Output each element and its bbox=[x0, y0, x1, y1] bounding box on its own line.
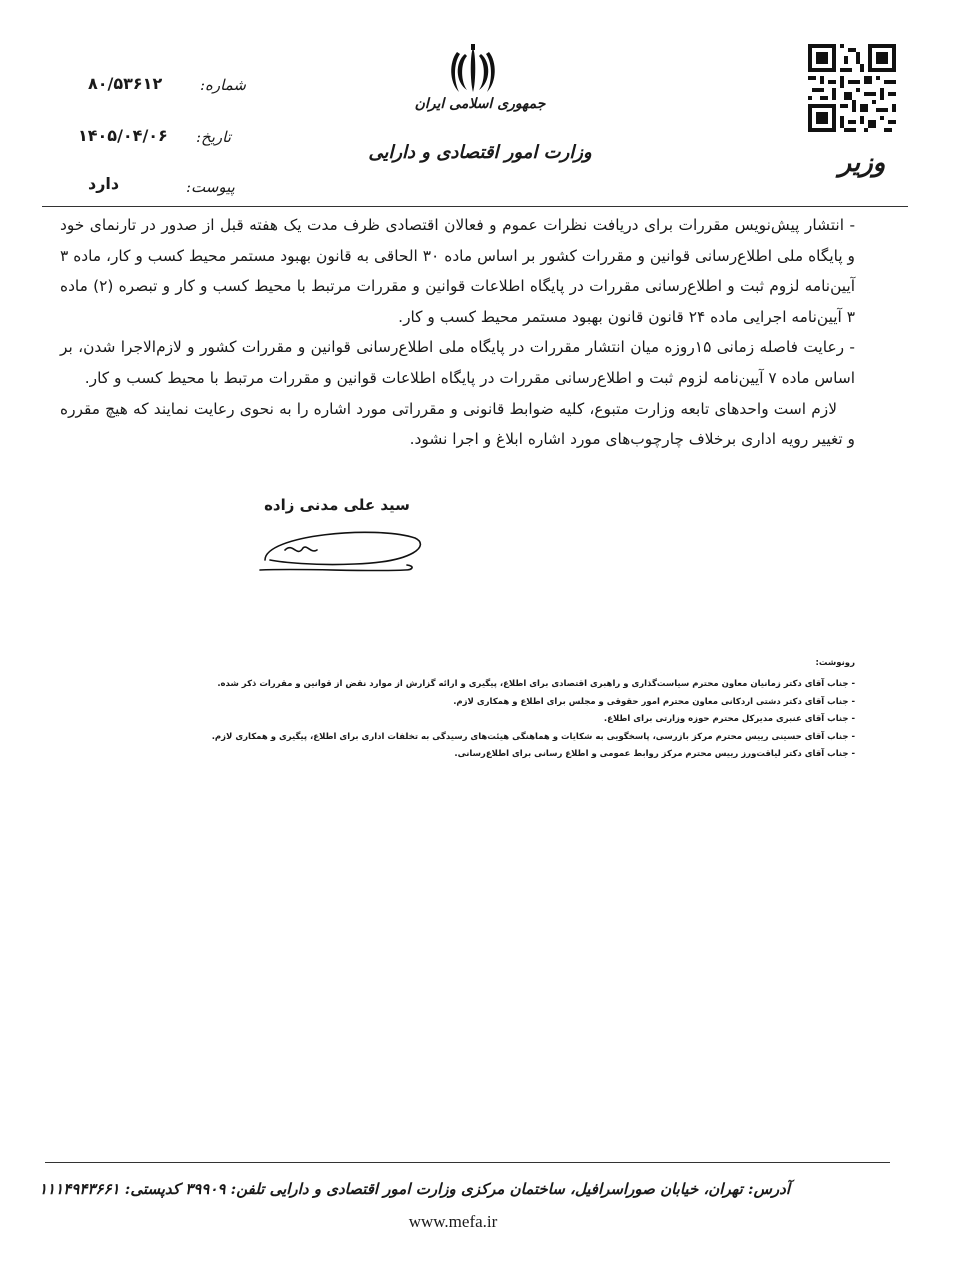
office-title: وزیر bbox=[838, 148, 886, 178]
qr-code-icon bbox=[808, 44, 896, 132]
body-paragraph: - انتشار پیش‌نویس مقررات برای دریافت نظرات عموم و فعالان اقتصادی ظرف مدت یک هفته قبل از صدور در تارنمای خود و پایگاه ملی اطلاع‌رسانی قوانین و مقررات کشور بر اساس ماده ۳۰ الحاقی به قانون بهبود مستمر محیط کسب و کار، ماده ۳ آیین‌نامه لزوم ثبت و اطلاع‌رسانی مقررات در پایگاه اطلاعات قوانین و مقررات مرتبط با محیط کسب و کار و تبصره (۲) ماده ۳ آیین‌نامه اجرایی ماده ۲۴ قانون قانون بهبود مستمر محیط کسب و کار. bbox=[60, 216, 856, 326]
iran-emblem-icon bbox=[445, 42, 501, 98]
body-paragraph: لازم است واحدهای تابعه وزارت متبوع، کلیه ضوابط قانونی و مقرراتی مورد اشاره را به نحوی رعایت نمایند که هیچ مقرره و تغییر رویه اداری برخلاف چارچوب‌های مورد اشاره ابلاغ و اجرا نشود. bbox=[60, 399, 855, 449]
signature-scribble bbox=[245, 520, 430, 590]
ministry-title: وزارت امور اقتصادی و دارایی bbox=[368, 142, 592, 163]
attachment-label: پیوست: bbox=[186, 178, 235, 196]
cc-title: رونوشت: bbox=[815, 658, 855, 668]
date-label: تاریخ: bbox=[196, 128, 231, 146]
date-value: ۱۴۰۵/۰۴/۰۶ bbox=[78, 126, 168, 145]
footer-address: آدرس: تهران، خیابان صوراسرافیل، ساختمان مرکزی وزارت امور اقتصادی و دارایی تلفن: ۳۹۹۰۹ کدپستی: ۱۱۱۴۹۴۳۶۶۱ bbox=[38, 1180, 790, 1198]
number-label: شماره: bbox=[200, 76, 246, 94]
attachment-value: دارد bbox=[88, 174, 120, 193]
cc-item: - جناب آقای دکتر دشتی اردکانی معاون محترم امور حقوقی و مجلس برای اطلاع و همکاری لازم. bbox=[453, 696, 855, 707]
cc-item: - جناب آقای دکتر زمانیان معاون محترم سیاست‌گذاری و راهبری اقتصادی برای اطلاع، پیگیری و ارائه گزارش از موارد نقض از قوانین و مقررات ذکر شده. bbox=[217, 679, 855, 689]
republic-title: جمهوری اسلامی ایران bbox=[414, 96, 546, 112]
footer-divider bbox=[45, 1162, 890, 1163]
footer-website: www.mefa.ir bbox=[408, 1212, 498, 1231]
letter-body bbox=[60, 210, 855, 455]
cc-item: - جناب آقای دکتر لیاقت‌ورز رییس محترم مرکز روابط عمومی و اطلاع رسانی برای اطلاع‌رسانی. bbox=[454, 749, 855, 760]
number-value: ۸۰/۵۳۶۱۲ bbox=[88, 74, 163, 93]
signer-name: سید علی مدنی زاده bbox=[264, 496, 410, 514]
cc-list bbox=[170, 676, 855, 764]
header-divider bbox=[42, 206, 908, 207]
body-paragraph: - رعایت فاصله زمانی ۱۵روزه میان انتشار مقررات در پایگاه ملی اطلاع‌رسانی قوانین و مقررات کشور و لازم‌الاجرا شدن، بر اساس ماده ۷ آیین‌نامه لزوم ثبت و اطلاع‌رسانی مقررات در پایگاه اطلاعات قوانین و مقررات مرتبط با محیط کسب و کار. bbox=[60, 338, 855, 387]
cc-item: - جناب آقای عنبری مدیرکل محترم حوزه وزارتی برای اطلاع. bbox=[603, 714, 855, 725]
cc-item: - جناب آقای حسینی رییس محترم مرکز بازرسی، پاسخگویی به شکایات و هماهنگی هیئت‌های رسیدگی به تخلفات اداری برای اطلاع، پیگیری و همکاری لازم. bbox=[211, 731, 855, 742]
